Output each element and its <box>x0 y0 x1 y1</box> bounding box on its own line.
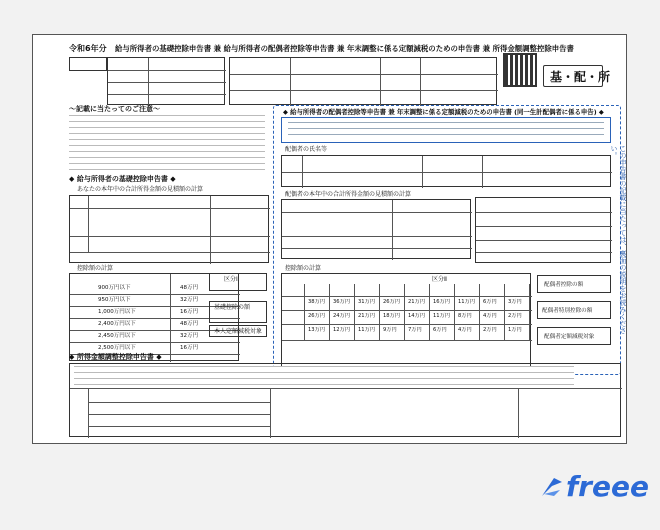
basic-deduction-cell: 32万円 <box>180 333 198 339</box>
notes-text <box>69 115 265 173</box>
tax-reduction-box[interactable]: 本人定額減税対象 <box>209 325 267 337</box>
spouse-deduction-cell: 21万円 <box>408 299 425 305</box>
basic-income-label: あなたの本年中の合計所得金額の見積額の計算 <box>77 186 204 193</box>
basic-deduction-label: 控除額の計算 <box>77 265 114 272</box>
spouse-deduction-cell: 21万円 <box>358 313 375 319</box>
spouse-deduction-table[interactable]: 区分Ⅱ 38万円 36万円 31万円 26万円 21万円 16万円 11万円 6万円 3万円 26万円 24万円 21万円 18万円 14万円 11万円 8万円 4万円 2万円 13万円 12万円 11万円 9万円 7万円 6万円 4万円 2万円 1万円 <box>281 273 531 367</box>
spouse-deduction-amount-box[interactable]: 配偶者控除の額 <box>537 275 611 293</box>
category-box[interactable]: 区分Ⅰ <box>209 273 267 291</box>
spouse-deduction-cell: 36万円 <box>333 299 350 305</box>
basic-range-cell: 2,400万円以下 <box>98 321 136 327</box>
basic-range-cell: 2,450万円以下 <box>98 333 136 339</box>
tax-office-box[interactable] <box>69 57 107 71</box>
spouse-deduction-label: 控除額の計算 <box>285 265 322 272</box>
spouse-deduction-cell: 4万円 <box>483 313 497 319</box>
spouse-income-table[interactable] <box>281 199 471 259</box>
basic-deduction-amount-box[interactable]: 基礎控除の額 <box>209 301 267 323</box>
spouse-reduction-box[interactable]: 配偶者定額減税対象 <box>537 327 611 345</box>
basic-range-cell: 1,000万円以下 <box>98 309 136 315</box>
spouse-deduction-cell: 11万円 <box>358 327 375 333</box>
basic-section-title: ◆ 給与所得者の基礎控除申告書 ◆ <box>69 175 176 183</box>
spouse-deduction-cell: 9万円 <box>383 327 397 333</box>
logo-text: freee <box>566 470 649 503</box>
adjust-section-title: ◆ 所得金額調整控除申告書 ◆ <box>69 353 162 361</box>
basic-deduction-cell: 32万円 <box>180 297 198 303</box>
tax-form-sheet <box>32 34 627 444</box>
spouse-deduction-cell: 4万円 <box>458 327 472 333</box>
spouse-deduction-cell: 7万円 <box>408 327 422 333</box>
spouse-deduction-cell: 2万円 <box>483 327 497 333</box>
spouse-deduction-cell: 38万円 <box>308 299 325 305</box>
spouse-deduction-cell: 8万円 <box>458 313 472 319</box>
notes-title: 〜記載に当たってのご注意〜 <box>69 105 160 113</box>
spouse-deduction-cell: 13万円 <box>308 327 325 333</box>
basic-deduction-cell: 16万円 <box>180 309 198 315</box>
spouse-deduction-cell: 3万円 <box>508 299 522 305</box>
spouse-income-label: 配偶者の本年中の合計所得金額の見積額の計算 <box>285 191 412 198</box>
spouse-deduction-cell: 11万円 <box>458 299 475 305</box>
spouse-deduction-cell: 11万円 <box>433 313 450 319</box>
spouse-deduction-cell: 2万円 <box>508 313 522 319</box>
spouse-deduction-cell: 24万円 <box>333 313 350 319</box>
form-year: 令和6年分 <box>69 44 107 53</box>
qr-code <box>503 53 537 87</box>
basic-deduction-cell: 48万円 <box>180 285 198 291</box>
basic-income-table[interactable] <box>69 195 269 263</box>
spouse-section-title: ◆ 給与所得者の配偶者控除等申告書 兼 年末調整に係る定額減税のための申告書 (同一生計配偶者に係る申告) ◆ <box>283 108 604 116</box>
spouse-deduction-cell: 12万円 <box>333 327 350 333</box>
employee-info-box[interactable] <box>229 57 497 105</box>
spouse-deduction-cell: 26万円 <box>308 313 325 319</box>
bird-icon <box>540 476 564 498</box>
spouse-name-table[interactable] <box>281 155 611 187</box>
freee-logo <box>540 470 649 510</box>
form-title: 給与所得者の基礎控除申告書 兼 給与所得者の配偶者控除等申告書 兼 年末調整に係る定額減税のための申告書 兼 所得金額調整控除申告書 <box>115 44 574 53</box>
spouse-checkbox-panel[interactable] <box>475 197 611 263</box>
spouse-deduction-cell: 31万円 <box>358 299 375 305</box>
spouse-deduction-cell: 14万円 <box>408 313 425 319</box>
spouse-deduction-cell: 6万円 <box>433 327 447 333</box>
payer-info-box[interactable] <box>107 57 225 105</box>
basic-range-cell: 2,500万円以下 <box>98 345 136 351</box>
special-deduction-amount-box[interactable]: 配偶者特別控除の額 <box>537 301 611 319</box>
basic-deduction-cell: 16万円 <box>180 345 198 351</box>
spouse-deduction-cell: 16万円 <box>433 299 450 305</box>
form-type-badge: 基・配・所 <box>543 65 603 87</box>
basic-range-cell: 950万円以下 <box>98 297 131 303</box>
spouse-deduction-cell: 18万円 <box>383 313 400 319</box>
basic-range-cell: 900万円以下 <box>98 285 131 291</box>
basic-deduction-cell: 48万円 <box>180 321 198 327</box>
adjust-section-table[interactable] <box>69 363 621 437</box>
spouse-deduction-cell: 26万円 <box>383 299 400 305</box>
spouse-name-label: 配偶者の氏名等 <box>285 146 328 153</box>
spouse-deduction-cell: 1万円 <box>508 327 522 333</box>
spouse-notes-box <box>281 117 611 143</box>
side-note: この申告書の記載に当たっては、裏面の説明をお読みください。 <box>610 145 627 334</box>
spouse-deduction-cell: 6万円 <box>483 299 497 305</box>
